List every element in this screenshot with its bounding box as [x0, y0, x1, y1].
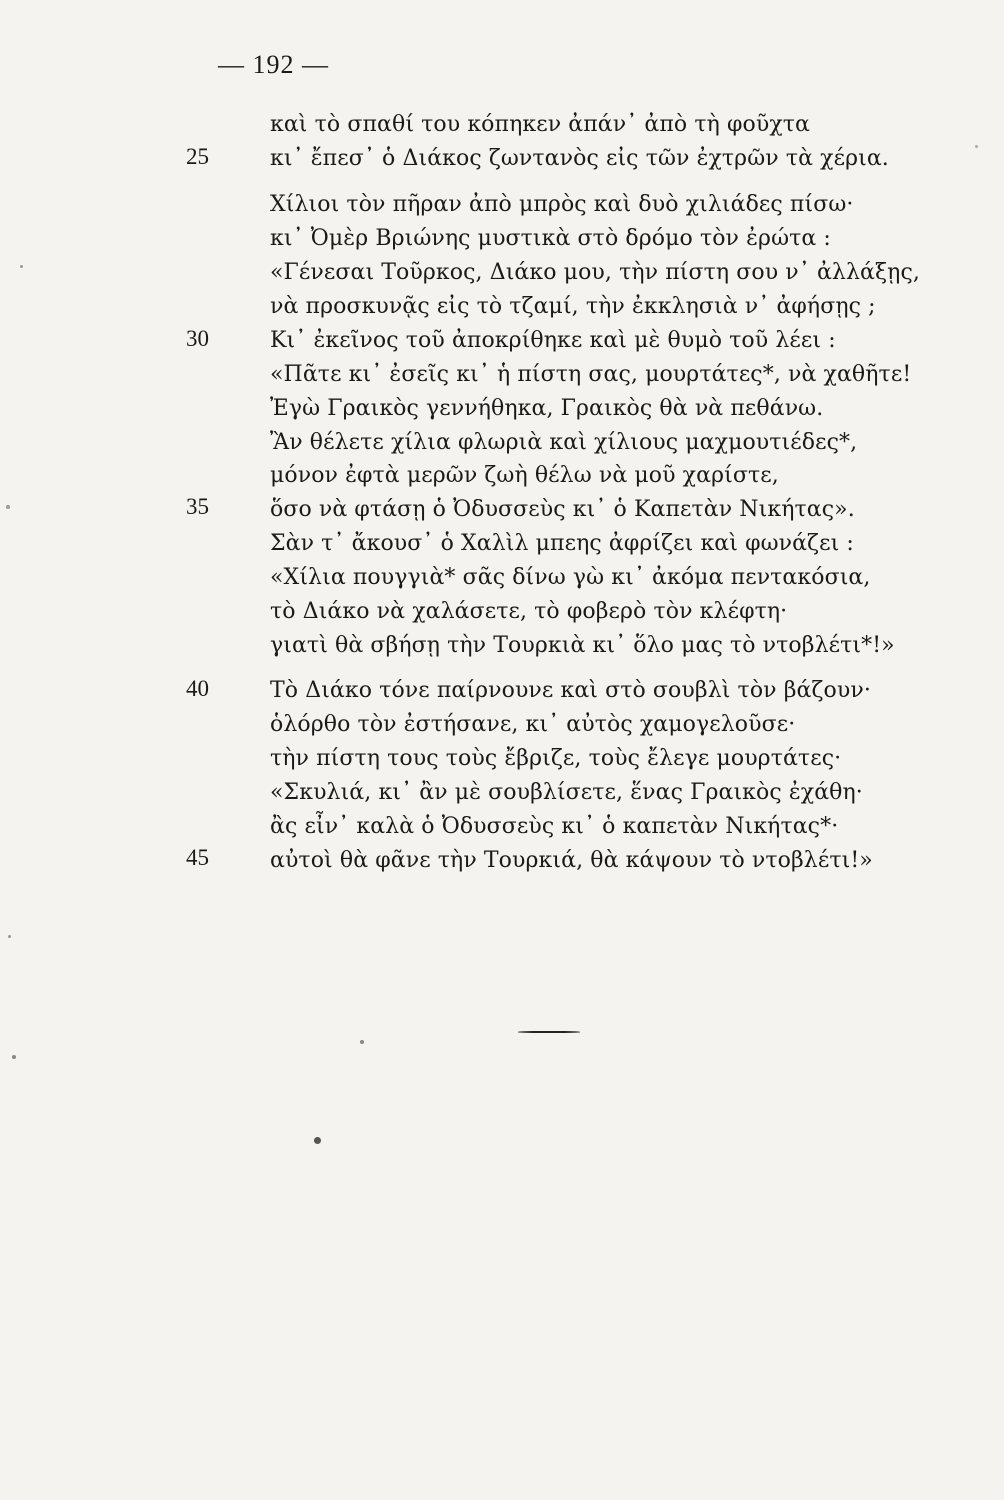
paper-speck: [20, 265, 23, 268]
line-number: 40: [186, 676, 209, 701]
verse-line: «Χίλια πουγγιὰ* σᾶς δίνω γὼ κι᾿ ἀκόμα πεντακόσια,: [270, 565, 871, 590]
verse-line: ἂς εἶν᾿ καλὰ ὁ Ὀδυσσεὺς κι᾿ ὁ καπετὰν Νικήτας*·: [270, 814, 839, 839]
line-number: 25: [186, 144, 209, 169]
verse-line: κι᾿ Ὀμὲρ Βριώνης μυστικὰ στὸ δρόμο τὸν ἐρώτα :: [270, 226, 831, 251]
verse-line: κι᾿ ἔπεσ᾿ ὁ Διάκος ζωντανὸς εἰς τῶν ἐχτρῶν τὰ χέρια.: [270, 146, 889, 171]
paper-speck: [360, 1040, 364, 1044]
verse-line: Χίλιοι τὸν πῆραν ἀπὸ μπρὸς καὶ δυὸ χιλιάδες πίσω·: [270, 192, 854, 217]
verse-line: «Γένεσαι Τοῦρκος, Διάκο μου, τὴν πίστη σου ν᾿ ἀλλάξῃς,: [270, 260, 920, 285]
verse-line: μόνον ἐφτὰ μερῶν ζωὴ θέλω νὰ μοῦ χαρίστε,: [270, 463, 779, 488]
line-number: 30: [186, 326, 209, 351]
line-number: 45: [186, 845, 209, 870]
verse-line: Κι᾿ ἐκεῖνος τοῦ ἀποκρίθηκε καὶ μὲ θυμὸ τοῦ λέει :: [270, 328, 836, 353]
verse-line: τὸ Διάκο νὰ χαλάσετε, τὸ φοβερὸ τὸν κλέφτη·: [270, 599, 788, 624]
verse-line: τὴν πίστη τους τοὺς ἔβριζε, τοὺς ἔλεγε μουρτάτες·: [270, 746, 842, 771]
verse-line: νὰ προσκυνᾷς εἰς τὸ τζαμί, τὴν ἐκκλησιὰ ν᾿ ἀφήσῃς ;: [270, 294, 876, 319]
verse-line: «Πᾶτε κι᾿ ἐσεῖς κι᾿ ἡ πίστη σας, μουρτάτες*, νὰ χαθῆτε!: [270, 362, 912, 387]
paper-speck: [12, 1055, 16, 1059]
verse-line: Ἂν θέλετε χίλια φλωριὰ καὶ χίλιους μαχμουτιέδες*,: [270, 430, 858, 455]
verse-line: αὐτοὶ θὰ φᾶνε τὴν Τουρκιά, θὰ κάψουν τὸ ντοβλέτι!»: [270, 848, 873, 873]
verse-line: γιατὶ θὰ σβήσῃ τὴν Τουρκιὰ κι᾿ ὅλο μας τὸ ντοβλέτι*!»: [270, 633, 895, 658]
verse-line: ὁλόρθο τὸν ἐστήσανε, κι᾿ αὐτὸς χαμογελοῦσε·: [270, 712, 796, 737]
paper-speck: [314, 1137, 321, 1144]
verse-line: Σὰν τ᾿ ἄκουσ᾿ ὁ Χαλὶλ μπεης ἀφρίζει καὶ φωνάζει :: [270, 531, 854, 556]
verse-line: ὅσο νὰ φτάσῃ ὁ Ὀδυσσεὺς κι᾿ ὁ Καπετὰν Νικήτας».: [270, 497, 855, 522]
ornamental-rule: [518, 1031, 580, 1033]
paper-speck: [975, 145, 978, 148]
verse-line: Τὸ Διάκο τόνε παίρνουνε καὶ στὸ σουβλὶ τὸν βάζουν·: [270, 678, 871, 703]
page-number: — 192 —: [218, 50, 329, 79]
verse-line: Ἐγὼ Γραικὸς γεννήθηκα, Γραικὸς θὰ νὰ πεθάνω.: [270, 396, 824, 421]
paper-speck: [8, 935, 11, 938]
verse-line: «Σκυλιά, κι᾿ ἂν μὲ σουβλίσετε, ἕνας Γραικὸς ἐχάθη·: [270, 780, 863, 805]
line-number: 35: [186, 494, 209, 519]
paper-speck: [6, 505, 10, 509]
verse-line: καὶ τὸ σπαθί του κόπηκεν ἀπάν᾿ ἀπὸ τὴ φοῦχτα: [270, 112, 810, 137]
